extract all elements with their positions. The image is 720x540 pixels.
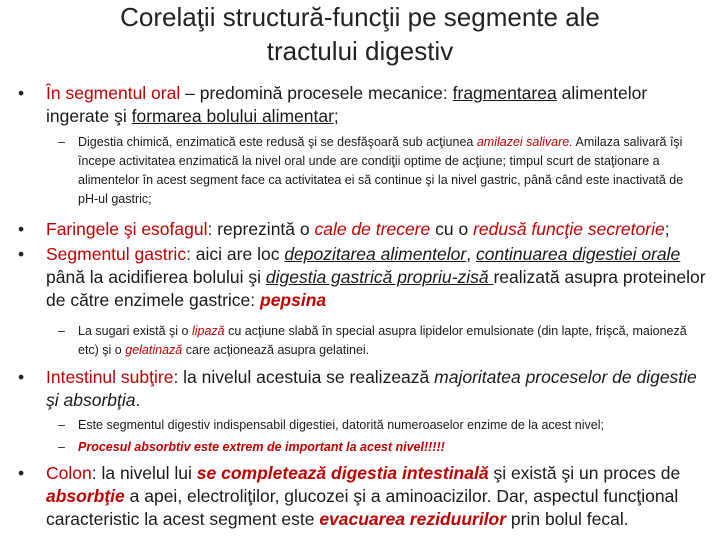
oral-text-2: alimentelor ingerate şi bbox=[46, 83, 648, 126]
bullet-marker: • bbox=[18, 244, 25, 264]
sub-oral bbox=[58, 133, 698, 209]
sub-gastric-lipaza: lipază bbox=[191, 324, 225, 338]
bullet-marker: • bbox=[18, 367, 25, 387]
faringe-cale: cale de trecere bbox=[314, 219, 431, 239]
oral-fragmentarea: fragmentarea bbox=[452, 83, 557, 103]
sub-gastric-text-1: La sugari există şi o bbox=[78, 324, 192, 338]
title-line-2: tractului digestiv bbox=[266, 36, 454, 66]
bullet-oral-text bbox=[46, 82, 708, 128]
sub-oral-text bbox=[78, 133, 698, 209]
oral-label: În segmentul oral bbox=[46, 83, 181, 103]
bullet-intestin bbox=[18, 366, 708, 412]
bullet-marker: • bbox=[18, 219, 25, 239]
bullet-marker: • bbox=[18, 463, 25, 483]
gastric-text-2: , bbox=[466, 244, 476, 264]
sub-oral-amilaza: amilazei salivare. bbox=[476, 135, 573, 149]
colon-text-2: şi există şi un proces de bbox=[488, 463, 681, 483]
faringe-text-2: cu o bbox=[430, 219, 474, 239]
faringe-text-3: ; bbox=[664, 219, 670, 239]
oral-bolus: formarea bolului alimentar; bbox=[131, 106, 339, 126]
intestin-text-1: : la nivelul acestuia se realizează bbox=[173, 367, 435, 387]
dash-marker: – bbox=[58, 418, 65, 432]
gastric-label: Segmentul gastric bbox=[46, 244, 187, 264]
sub-intestin-1-text: Este segmentul digestiv indispensabil digestiei, datorită numeroaselor enzime de la acest nivel; bbox=[78, 418, 604, 432]
sub-intestin-2 bbox=[58, 438, 698, 457]
title-line-1: Corelaţii structură-funcţii pe segmente ale bbox=[120, 2, 600, 32]
colon-evacuarea: evacuarea reziduurilor bbox=[319, 509, 507, 529]
sub-intestin-2-text: Procesul absorbtiv este extrem de important la acest nivel!!!!! bbox=[78, 440, 445, 454]
bullet-faringe bbox=[18, 218, 708, 241]
sub-gastric-text-3: care acţionează asupra gelatinei. bbox=[182, 343, 370, 357]
sub-gastric bbox=[58, 322, 698, 360]
bullet-colon-text bbox=[46, 462, 708, 531]
dash-marker: – bbox=[58, 324, 65, 338]
bullet-intestin-text bbox=[46, 366, 708, 412]
intestin-majoritate: majoritatea proceselor de digestie şi absorbţia bbox=[46, 367, 697, 410]
gastric-text-1: : aici are loc bbox=[186, 244, 285, 264]
gastric-depozitare: depozitarea alimentelor bbox=[284, 244, 467, 264]
bullet-marker: • bbox=[18, 83, 25, 103]
gastric-digestia: digestia gastrică propriu-zisă bbox=[265, 267, 494, 287]
dash-marker: – bbox=[58, 135, 65, 149]
sub-intestin-1 bbox=[58, 416, 698, 435]
dash-marker: – bbox=[58, 440, 65, 454]
sub-gastric-text bbox=[78, 322, 698, 360]
sub-gastric-gelatinaza: gelatinază bbox=[125, 343, 183, 357]
bullet-faringe-text bbox=[46, 218, 708, 241]
gastric-pepsina: pepsina bbox=[260, 290, 327, 310]
slide-title bbox=[40, 0, 680, 68]
colon-text-4: prin bolul fecal. bbox=[506, 509, 629, 529]
gastric-text-4: realizată asupra proteinelor de către enzimele gastrice: bbox=[46, 267, 706, 310]
oral-text-1: – predomină procesele mecanice: bbox=[180, 83, 453, 103]
faringe-label: Faringele şi esofagul bbox=[46, 219, 208, 239]
colon-label: Colon bbox=[46, 463, 92, 483]
sub-oral-text-2: Amilaza salivară îşi începe activitatea enzimatică la nivel oral unde are condiţii optime de acţiune; timpul scurt de staţionare a alimentelor în acest segment face ca activitatea ei să continue şi la nivel gastric, până când este inactivată de pH-ul gastric; bbox=[78, 135, 684, 206]
faringe-text-1: : reprezintă o bbox=[207, 219, 315, 239]
sub-oral-text-1: Digestia chimică, enzimatică este redusă şi se desfăşoară sub acţiunea bbox=[78, 135, 477, 149]
bullet-gastric-text bbox=[46, 243, 708, 312]
faringe-functie: redusă funcţie secretorie bbox=[473, 219, 665, 239]
gastric-text-3: până la acidifierea bolului şi bbox=[46, 267, 266, 287]
sub-gastric-text-2: cu acţiune slabă în special asupra lipidelor emulsionate (din lapte, frişcă, maioneză etc) şi o bbox=[78, 324, 687, 357]
gastric-continuare: continuarea digestiei orale bbox=[475, 244, 681, 264]
colon-absorbtie: absorbţie bbox=[46, 486, 125, 506]
intestin-text-2: . bbox=[135, 390, 141, 410]
colon-completeaza: se completează digestia intestinală bbox=[196, 463, 489, 483]
bullet-oral bbox=[18, 82, 708, 128]
colon-text-3: a apei, electroliţilor, glucozei şi a aminoacizilor. Dar, aspectul funcţional caracteristic la acest segment este bbox=[46, 486, 679, 529]
colon-text-1: : la nivelul lui bbox=[91, 463, 197, 483]
bullet-colon bbox=[18, 462, 708, 531]
intestin-label: Intestinul subţire bbox=[46, 367, 174, 387]
bullet-gastric bbox=[18, 243, 708, 312]
